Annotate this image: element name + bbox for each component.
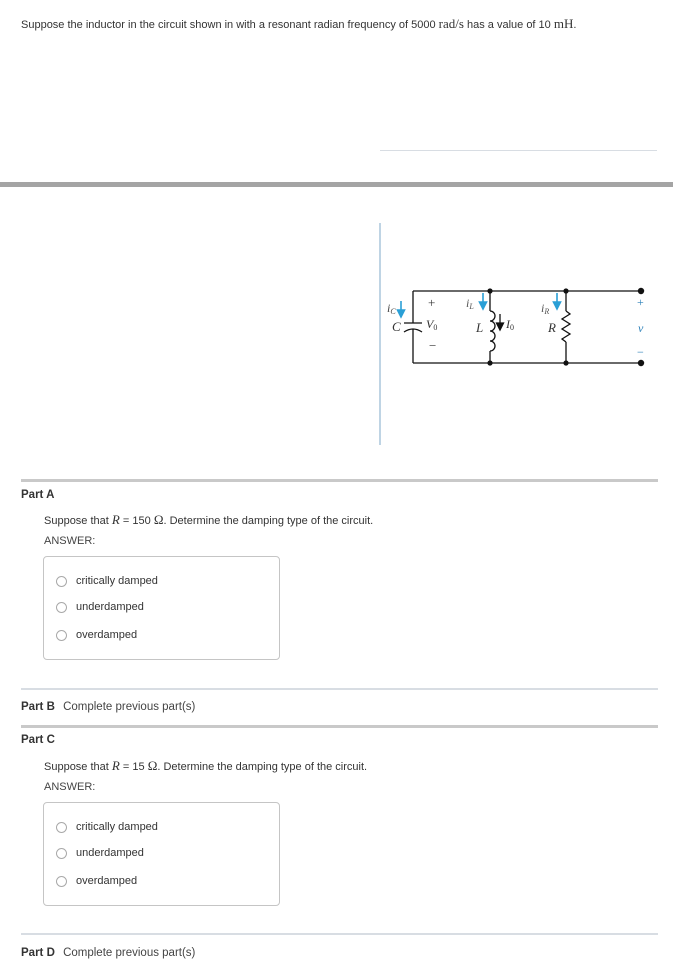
part-c-top-divider bbox=[21, 725, 658, 728]
part-a-top-divider bbox=[21, 479, 658, 482]
part-c-prompt bbox=[44, 758, 367, 774]
problem-text-before: Suppose the inductor in the circuit shown in with a resonant radian frequency of 5000 bbox=[21, 19, 436, 31]
divider-short bbox=[380, 150, 657, 151]
vo-plus: + bbox=[428, 295, 436, 310]
svg-text:I0 bbox=[505, 317, 514, 332]
ir-label: i bbox=[541, 301, 545, 315]
part-a-unit: Ω bbox=[153, 512, 164, 527]
il-label: i bbox=[466, 296, 470, 310]
option-label: underdamped bbox=[76, 847, 144, 859]
freq-unit: rad/s bbox=[438, 16, 464, 31]
problem-text-after: . bbox=[573, 19, 577, 31]
part-b-status: Complete previous part(s) bbox=[63, 701, 196, 713]
part-a-option-underdamped[interactable] bbox=[56, 601, 144, 613]
option-label: underdamped bbox=[76, 601, 144, 613]
radio-button[interactable] bbox=[56, 630, 67, 641]
part-a-prompt-before: Suppose that bbox=[44, 515, 109, 527]
vo-sub: 0 bbox=[433, 323, 438, 332]
part-a-var: R bbox=[111, 512, 120, 527]
ir-sub: R bbox=[544, 307, 550, 316]
part-a-title: Part A bbox=[21, 489, 55, 501]
out-minus: − bbox=[637, 345, 644, 359]
vo-label: V bbox=[426, 317, 434, 331]
problem-statement bbox=[21, 16, 661, 32]
option-label: critically damped bbox=[76, 821, 158, 833]
part-a-prompt-after: . Determine the damping type of the circuit. bbox=[163, 515, 374, 527]
ic-sub: C bbox=[390, 307, 396, 316]
part-c-eq: = 15 bbox=[119, 761, 148, 773]
part-a-option-overdamped[interactable] bbox=[56, 629, 137, 641]
svg-text:iC bbox=[387, 301, 396, 316]
part-c-option-underdamped[interactable] bbox=[56, 847, 144, 859]
out-plus: + bbox=[637, 295, 644, 309]
problem-text-middle: has a value of 10 bbox=[467, 19, 551, 31]
part-a-eq: = 150 bbox=[119, 515, 154, 527]
inductor-label: L bbox=[476, 320, 484, 335]
part-c-prompt-after: . Determine the damping type of the circuit. bbox=[157, 761, 368, 773]
part-c-prompt-before: Suppose that bbox=[44, 761, 109, 773]
option-label: critically damped bbox=[76, 575, 158, 587]
part-d-status: Complete previous part(s) bbox=[63, 947, 196, 959]
part-a-answer-label: ANSWER: bbox=[44, 535, 96, 547]
option-label: overdamped bbox=[76, 875, 138, 887]
io-arrow bbox=[497, 314, 504, 330]
section-divider bbox=[0, 182, 673, 187]
svg-text:V0 bbox=[426, 317, 437, 332]
part-c-answer-label: ANSWER: bbox=[44, 781, 96, 793]
il-sub: L bbox=[469, 302, 474, 311]
part-c-option-overdamped[interactable] bbox=[56, 875, 137, 887]
radio-button[interactable] bbox=[56, 602, 67, 613]
part-d-top-divider bbox=[21, 933, 658, 935]
inductance-unit: mH bbox=[553, 16, 574, 31]
part-d-header[interactable] bbox=[21, 947, 195, 959]
part-b-title: Part B bbox=[21, 701, 55, 713]
circuit-wires bbox=[404, 291, 641, 363]
part-a-options bbox=[43, 556, 280, 660]
part-b-header[interactable] bbox=[21, 701, 195, 713]
current-arrows bbox=[398, 293, 561, 317]
ic-label: i bbox=[387, 301, 391, 315]
radio-button[interactable] bbox=[56, 876, 67, 887]
part-c-var: R bbox=[111, 758, 120, 773]
capacitor-label: C bbox=[392, 319, 401, 334]
circuit-diagram bbox=[370, 215, 660, 450]
io-label: I bbox=[506, 317, 510, 331]
svg-text:iL bbox=[466, 296, 474, 311]
io-sub: 0 bbox=[510, 323, 514, 332]
part-c-options bbox=[43, 802, 280, 906]
radio-button[interactable] bbox=[56, 576, 67, 587]
out-v: v bbox=[638, 321, 644, 335]
svg-text:iR bbox=[541, 301, 549, 316]
option-label: overdamped bbox=[76, 629, 138, 641]
part-c-title: Part C bbox=[21, 734, 55, 746]
radio-button[interactable] bbox=[56, 822, 67, 833]
vo-minus: − bbox=[429, 338, 437, 353]
part-a-option-critically-damped[interactable] bbox=[56, 575, 158, 587]
part-c-unit: Ω bbox=[147, 758, 158, 773]
radio-button[interactable] bbox=[56, 848, 67, 859]
part-c-option-critically-damped[interactable] bbox=[56, 821, 158, 833]
part-a-prompt bbox=[44, 512, 373, 528]
part-b-top-divider bbox=[21, 688, 658, 690]
resistor-label: R bbox=[548, 320, 556, 335]
part-d-title: Part D bbox=[21, 947, 55, 959]
